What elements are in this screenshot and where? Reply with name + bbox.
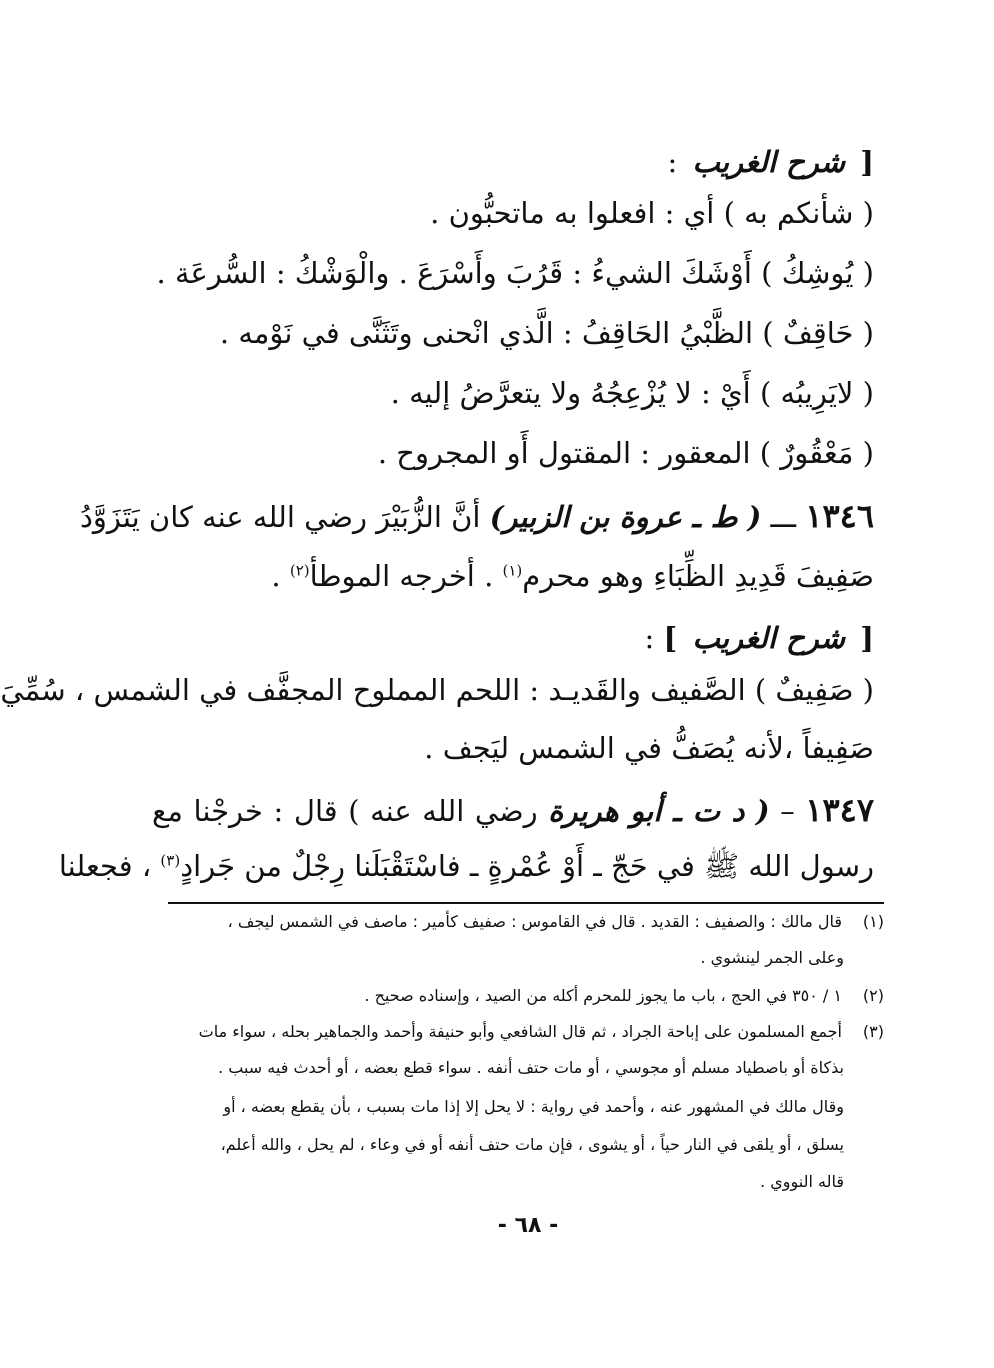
footnote-ref[interactable]: (٢)	[289, 561, 310, 580]
footnote-separator	[168, 902, 884, 904]
page-number: - ٦٨ -	[497, 1213, 559, 1238]
heading-bracket: [	[860, 621, 874, 655]
heading-colon: :	[644, 621, 655, 655]
footnote-text: أجمع المسلمون على إباحة الجراد ، ثم قال الشافعي وأبو حنيفة وأحمد والجماهير بحله ، سواء مات	[198, 1022, 842, 1041]
footnote-2	[152, 984, 884, 1008]
gloss-line: ( مَعْقُورٌ ) المعقور : المقتول أَو المجروح .	[377, 436, 874, 470]
footnote-number: (٢)	[862, 986, 884, 1005]
heading-title: شرح الغريب	[692, 621, 846, 655]
hadith-text: أنَّ الزُّبَيْرَ رضي الله عنه كان يَتَزَوَّدُ	[79, 500, 481, 534]
heading-colon: :	[667, 145, 678, 179]
hadith-text: .	[271, 559, 281, 593]
footnote-text: ١ / ٣٥٠ في الحج ، باب ما يجوز للمحرم أكله من الصيد ، وإسناده صحيح .	[364, 986, 842, 1005]
section-heading-gharib	[152, 618, 874, 658]
heading-bracket: ]	[663, 621, 678, 655]
hadith-text: صَفِيفَ قَدِيدِ الظِّبَاءِ وهو محرم	[522, 559, 874, 593]
hadith-dash: –	[780, 794, 795, 828]
section-heading-gharib	[152, 142, 874, 182]
footnote-3	[152, 1020, 884, 1044]
hadith-text: ، فجعلنا	[58, 849, 152, 883]
hadith-1347-line-1	[152, 790, 874, 831]
hadith-1346-line-1	[79, 496, 874, 537]
hadith-1347-line-2	[58, 846, 874, 886]
footnote-3-cont: قاله النووي .	[760, 1172, 844, 1191]
footnote-3-cont: وقال مالك في المشهور عنه ، وأحمد في رواية : لا يحل إلا إذا مات بسبب ، بأن يقطع بعضه ، أو	[223, 1097, 844, 1116]
hadith-source: ( ط ـ عروة بن الزبير)	[489, 500, 762, 534]
footnote-ref[interactable]: (٣)	[160, 851, 181, 870]
hadith-number: ١٣٤٦	[805, 497, 874, 535]
hadith-1346-line-2	[152, 556, 874, 596]
footnote-1	[152, 910, 884, 934]
gloss-line: صَفِيفاً ،لأنه يُصَفُّ في الشمس ليَجف .	[424, 731, 874, 765]
hadith-number: ١٣٤٧	[805, 791, 875, 829]
hadith-text: رضي الله عنه ) قال : خرجْنا مع	[152, 794, 538, 828]
hadith-text: . أخرجه الموطأ	[309, 559, 494, 593]
gloss-line: ( يُوشِكُ ) أَوْشَكَ الشيءُ : قَرُبَ وأَسْرَعَ . والْوَشْكُ : السُّرعَة .	[156, 256, 874, 290]
footnote-number: (٣)	[862, 1022, 884, 1041]
gloss-line: ( صَفِيفٌ ) الصَّفيف والقَديـد : اللحم المملوح المجفَّف في الشمس ، سُمِّيَ	[0, 673, 874, 707]
heading-title: شرح الغريب	[692, 145, 846, 179]
footnote-1-cont: وعلى الجمر لينشوي .	[700, 948, 844, 967]
footnote-ref[interactable]: (١)	[502, 561, 523, 580]
footnote-3-cont: يسلق ، أو يلقى في النار حياً ، أو يشوى ، فإن مات حتف أنفه أو في وعاء ، لم يحل ، والله أعلم،	[220, 1135, 844, 1154]
hadith-source: ( د ت ـ أبو هريرة	[548, 794, 770, 828]
footnote-text: قال مالك : والصفيف : القديد . قال في القاموس : صفيف كأمير : ماصف في الشمس ليجف ،	[227, 912, 842, 931]
heading-bracket: [	[860, 145, 874, 179]
gloss-line: ( حَاقِفٌ ) الظَّبْيُ الحَاقِفُ : الَّذي انْحنى وتَثَنَّى في نَوْمه .	[219, 316, 874, 350]
hadith-dash: ـــ	[770, 500, 797, 534]
footnote-number: (١)	[862, 912, 884, 931]
gloss-line: ( لايَرِيبُه ) أَيْ : لا يُزْعِجُهُ ولا يتعرَّضُ إليه .	[390, 376, 874, 410]
gloss-line: ( شأنكم به ) أي : افعلوا به ماتحبُّون .	[430, 196, 874, 230]
footnote-3-cont: بذكاة أو باصطياد مسلم أو مجوسي ، أو مات حتف أنفه . سواء قطع بعضه ، أو أحدث فيه سبب .	[218, 1058, 844, 1077]
hadith-text: رسول الله ﷺ في حَجّ ـ أَوْ عُمْرةٍ ـ فاسْتَقْبَلَنا رِجْلٌ من جَرادٍ	[180, 849, 874, 883]
